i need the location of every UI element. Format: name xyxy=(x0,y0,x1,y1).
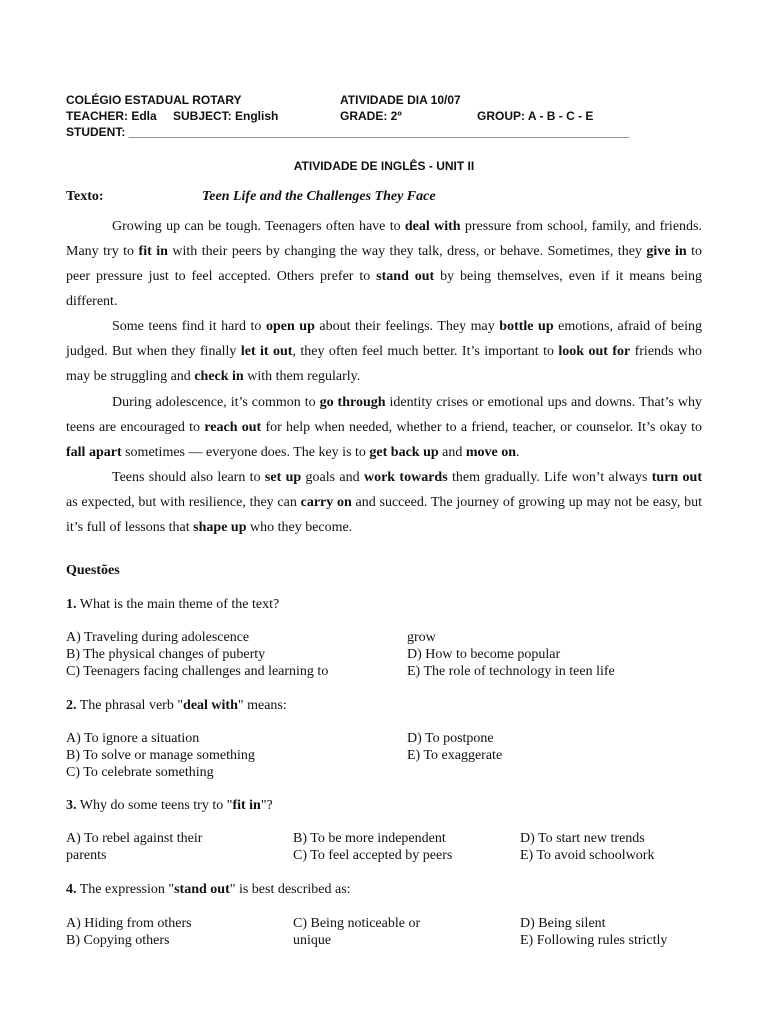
phrasal-verb: deal with xyxy=(404,219,461,234)
paragraph-text: . xyxy=(516,445,520,460)
question-text: What is the main theme of the text? xyxy=(76,597,280,612)
paragraph xyxy=(66,465,702,540)
question-text: The phrasal verb " xyxy=(76,698,184,713)
phrasal-verb: fit in xyxy=(138,244,168,259)
question-stem xyxy=(66,697,287,714)
option-a: A) To ignore a situation xyxy=(66,731,200,746)
question-stem xyxy=(66,881,351,898)
phrasal-verb: bottle up xyxy=(499,319,554,334)
option-a-continued: parents xyxy=(66,848,107,863)
option-d: D) Being silent xyxy=(520,916,606,931)
group-label: GROUP: A - B - C - E xyxy=(477,109,594,123)
phrasal-verb: give in xyxy=(646,244,687,259)
paragraph-text: Growing up can be tough. Teenagers often have to xyxy=(112,219,405,234)
paragraph-text: During adolescence, it’s common to xyxy=(112,395,320,410)
paragraph-text: Teens should also learn to xyxy=(112,470,265,485)
option-e: E) To avoid schoolwork xyxy=(520,848,655,863)
paragraph-text: Some teens find it hard to xyxy=(112,319,266,334)
phrasal-verb: shape up xyxy=(193,520,247,535)
paragraph-text: them gradually. Life won’t always xyxy=(447,470,652,485)
phrasal-verb: carry on xyxy=(300,495,352,510)
option-b: B) The physical changes of puberty xyxy=(66,647,266,662)
option-a: A) To rebel against their xyxy=(66,831,203,846)
option-c-continued: grow xyxy=(407,630,436,645)
question-text: " means: xyxy=(237,698,287,713)
question-number: 4. xyxy=(66,882,77,897)
paragraph-text: sometimes — everyone does. The key is to xyxy=(121,445,370,460)
option-b: B) To solve or manage something xyxy=(66,748,255,763)
grade-label: GRADE: 2º xyxy=(340,109,402,123)
paragraph-text: identity crises or emotional ups and downs. That’s why teens are encouraged to xyxy=(66,395,703,435)
paragraph-text: , they often feel much better. It’s important to xyxy=(292,344,559,359)
question-text: " is best described as: xyxy=(229,882,351,897)
phrasal-verb: go through xyxy=(319,395,386,410)
paragraph-text: as expected, but with resilience, they can xyxy=(66,495,301,510)
option-d: D) To start new trends xyxy=(520,831,645,846)
paragraph-text: who they become. xyxy=(246,520,353,535)
phrasal-verb: reach out xyxy=(204,420,262,435)
option-e: E) The role of technology in teen life xyxy=(407,664,615,679)
option-a: A) Hiding from others xyxy=(66,916,192,931)
phrasal-verb: move on xyxy=(465,445,517,460)
questions-heading: Questões xyxy=(66,563,120,578)
question-stem xyxy=(66,596,279,613)
subject-label: SUBJECT: English xyxy=(173,109,279,123)
option-d: D) How to become popular xyxy=(407,647,561,662)
question-text: Why do some teens try to " xyxy=(76,798,233,813)
paragraph-text: and succeed. The journey of growing up may not be easy, but it’s full of lessons that xyxy=(66,495,702,535)
question-term: stand out xyxy=(174,882,230,897)
activity-date: ATIVIDADE DIA 10/07 xyxy=(340,93,461,107)
phrasal-verb: work towards xyxy=(363,470,448,485)
phrasal-verb: turn out xyxy=(651,470,703,485)
paragraph-text: for help when needed, whether to a friend, teacher, or counselor. It’s okay to xyxy=(261,420,703,435)
paragraph-text: with their peers by changing the way they talk, dress, or behave. Sometimes, they xyxy=(167,244,647,259)
phrasal-verb: look out for xyxy=(558,344,631,359)
phrasal-verb: stand out xyxy=(376,269,435,284)
paragraph-text: and xyxy=(438,445,466,460)
paragraph xyxy=(66,390,702,465)
option-c: C) To celebrate something xyxy=(66,765,214,780)
text-title: Teen Life and the Challenges They Face xyxy=(202,189,436,204)
text-heading xyxy=(66,189,706,205)
question-number: 1. xyxy=(66,597,77,612)
paragraph-text: friends who may be struggling and xyxy=(66,344,703,384)
option-b: B) To be more independent xyxy=(293,831,446,846)
paragraph-text: pressure from school, family, and friends. Many try to xyxy=(66,219,702,259)
question-number: 2. xyxy=(66,698,77,713)
phrasal-verb: let it out xyxy=(240,344,293,359)
option-c: C) Teenagers facing challenges and learning to xyxy=(66,664,329,679)
activity-title: ATIVIDADE DE INGLÊS - UNIT II xyxy=(293,159,475,173)
paragraph-text: by being themselves, even if it means being different. xyxy=(66,269,702,309)
question-term: fit in xyxy=(232,798,261,813)
school-name: COLÉGIO ESTADUAL ROTARY xyxy=(66,93,242,107)
paragraph-text: to peer pressure just to feel accepted. Others prefer to xyxy=(66,244,703,284)
question-text: "? xyxy=(260,798,273,813)
question-text: The expression " xyxy=(76,882,175,897)
question-stem xyxy=(66,797,273,814)
paragraph-text: emotions, afraid of being judged. But when they finally xyxy=(66,319,702,359)
option-a: A) Traveling during adolescence xyxy=(66,630,250,645)
option-c-continued: unique xyxy=(293,933,332,948)
option-e: E) Following rules strictly xyxy=(520,933,668,948)
paragraph-text: about their feelings. They may xyxy=(314,319,500,334)
option-c: C) Being noticeable or xyxy=(293,916,421,931)
text-label: Texto: xyxy=(66,189,104,204)
paragraph-text: goals and xyxy=(301,470,364,485)
paragraph xyxy=(66,314,702,389)
paragraph xyxy=(66,214,702,314)
phrasal-verb: open up xyxy=(265,319,315,334)
phrasal-verb: fall apart xyxy=(66,445,122,460)
paragraph-text: with them regularly. xyxy=(243,369,361,384)
option-c: C) To feel accepted by peers xyxy=(293,848,453,863)
teacher-label: TEACHER: Edla xyxy=(66,109,157,123)
question-term: deal with xyxy=(183,698,238,713)
phrasal-verb: get back up xyxy=(369,445,439,460)
student-field: STUDENT: ___________________________________________________________________________ xyxy=(66,125,630,139)
option-b: B) Copying others xyxy=(66,933,170,948)
phrasal-verb: set up xyxy=(264,470,302,485)
option-d: D) To postpone xyxy=(407,731,494,746)
option-e: E) To exaggerate xyxy=(407,748,503,763)
question-number: 3. xyxy=(66,798,77,813)
phrasal-verb: check in xyxy=(194,369,244,384)
